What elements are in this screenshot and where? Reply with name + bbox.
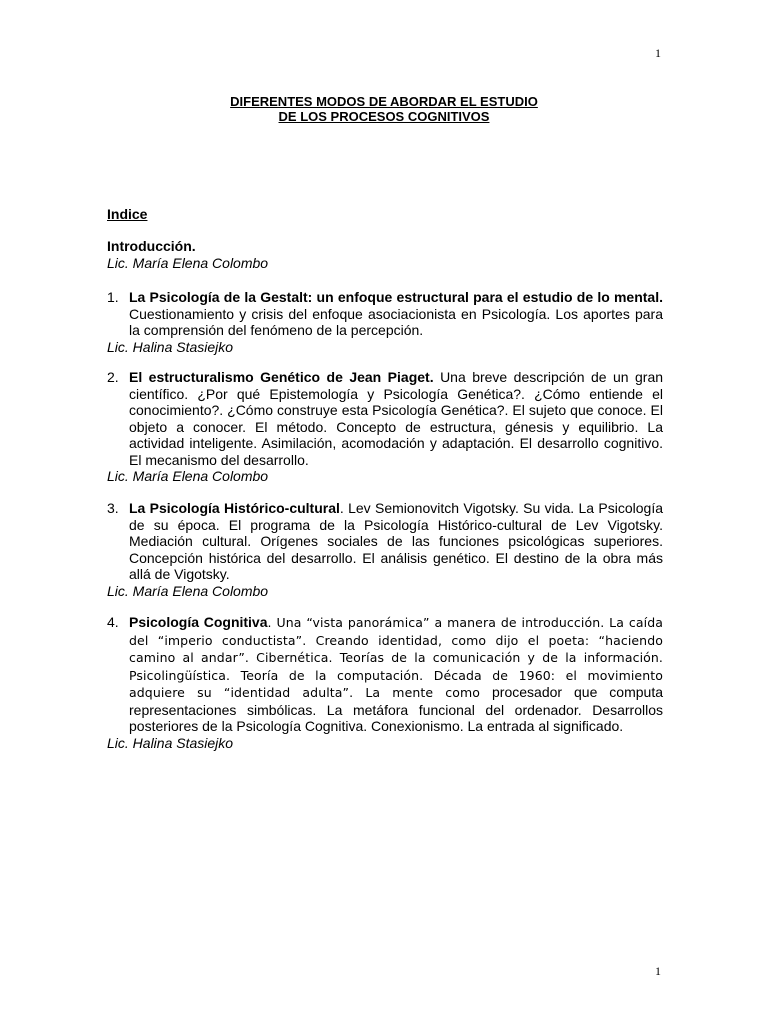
entry-heading: Psicología Cognitiva bbox=[129, 614, 268, 630]
entry-number: 4. bbox=[107, 614, 119, 630]
entry-text bbox=[129, 289, 663, 339]
entry-author: Lic. María Elena Colombo bbox=[107, 468, 269, 484]
page-number-top: 1 bbox=[655, 46, 661, 60]
entry-author: Lic. Halina Stasiejko bbox=[107, 734, 234, 751]
index-entry-4 bbox=[107, 614, 663, 751]
entry-body-intro: . Una “vista panorámica” a manera de introducción. La caída del “imperio conductista”. Creando identidad, como dijo el poeta: “haciendo camino al andar”. Cibernética. Teorías de la comunicación y de la información. Psicolingüística. Teoría de la computación. Década de 1960: el movimiento adquiere su “identidad adulta”. La mente como bbox=[129, 615, 663, 700]
entry-heading: El estructuralismo Genético de Jean Piaget. bbox=[129, 369, 434, 385]
introduction-author: Lic. María Elena Colombo bbox=[107, 254, 269, 271]
entry-body: Una breve descripción de un gran científico. ¿Por qué Epistemología y Psicología Genética?. ¿Cómo entiende el conocimiento?. ¿Cómo construye esta Psicología Genética?. El sujeto que conoce. El objeto a conocer. El método. Concepto de estructura, génesis y equilibrio. La actividad inteligente. Asimilación, acomodación y adaptación. El desarrollo cognitivo. El mecanismo del desarrollo. bbox=[129, 369, 664, 468]
page-number-bottom: 1 bbox=[655, 964, 661, 978]
entry-number: 3. bbox=[107, 500, 119, 516]
entry-heading: La Psicología de la Gestalt: un enfoque estructural para el estudio de lo mental. bbox=[129, 289, 663, 305]
introduction-section bbox=[107, 238, 663, 271]
entry-number: 2. bbox=[107, 369, 119, 385]
introduction-heading: Introducción. bbox=[107, 238, 196, 254]
entry-heading: La Psicología Histórico-cultural bbox=[129, 500, 340, 516]
index-heading: Indice bbox=[107, 206, 148, 222]
index-entry-3 bbox=[107, 500, 663, 599]
document-title bbox=[0, 94, 768, 124]
entry-text bbox=[129, 500, 663, 583]
index-entry-1 bbox=[107, 289, 663, 355]
entry-author: Lic. María Elena Colombo bbox=[107, 582, 269, 599]
document-title-line-1: DIFERENTES MODOS DE ABORDAR EL ESTUDIO bbox=[230, 94, 538, 109]
entry-text bbox=[129, 614, 663, 735]
document-title-line-2: DE LOS PROCESOS COGNITIVOS bbox=[278, 109, 490, 124]
entry-body: Cuestionamiento y crisis del enfoque asociacionista en Psicología. Los aportes para la comprensión del fenómeno de la percepción. bbox=[129, 305, 663, 338]
entry-number: 1. bbox=[107, 289, 119, 305]
entry-body: procesador que computa representaciones simbólicas. La metáfora funcional del ordenador. Desarrollos posteriores de la Psicología Cognitiva. Conexionismo. La entrada al significado. bbox=[129, 684, 664, 734]
index-entry-2 bbox=[107, 369, 663, 485]
entry-body: . Lev Semionovitch Vigotsky. Su vida. La Psicología de su época. El programa de la Psicología Histórico-cultural de Lev Vigotsky. Mediación cultural. Orígenes sociales de las funciones psicológicas superiores. Concepción histórica del desarrollo. El análisis genético. El destino de la obra más allá de Vigotsky. bbox=[129, 500, 663, 582]
entry-text bbox=[129, 369, 663, 468]
entry-author: Lic. Halina Stasiejko bbox=[107, 338, 234, 355]
